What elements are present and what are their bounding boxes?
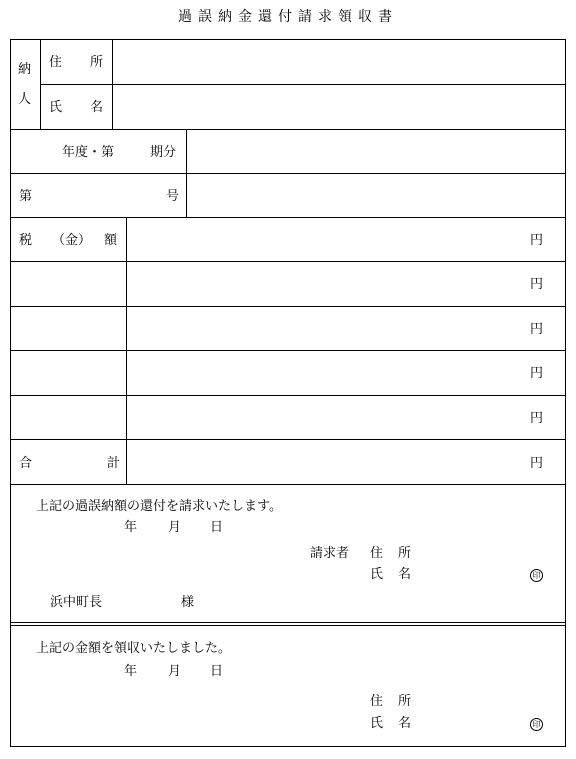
period-label-left: 年度・第 [62,145,115,160]
form-title: 過誤納金還付請求領収書 [178,9,398,25]
total-label-right: 計 [107,456,121,471]
receiver-address-2: 所 [398,694,412,709]
total-top-border [10,439,566,440]
payer-label-top: 納 [18,62,32,77]
requester-name-2: 名 [398,567,412,582]
receiver-name-1: 氏 [370,716,384,731]
payer-address-field[interactable] [113,40,565,84]
receipt-statement: 上記の金額を領収いたしました。 [36,641,232,656]
tax-label-1: 税 [19,233,33,248]
payer-name-label-1: 氏 [49,100,63,115]
yen-unit-1: 円 [530,233,544,248]
row-divider-3 [10,306,566,307]
tax-label-3: 額 [104,233,118,248]
row-divider-4 [10,350,566,351]
period-label-right: 期分 [150,145,177,160]
request-month-label: 月 [168,520,182,535]
yen-unit-4: 円 [530,366,544,381]
addressee-honorific: 様 [181,595,195,610]
payer-name-field[interactable] [113,85,565,128]
total-label-left: 合 [19,456,33,471]
section-separator-lower [10,625,566,626]
tax-label-2: （金） [52,233,92,248]
receiver-name-2: 名 [398,716,412,731]
receipt-month-label: 月 [168,664,182,679]
requester-address-2: 所 [398,546,412,561]
addressee: 浜中町長 [50,595,103,610]
tax-top-border [10,217,566,218]
request-statement: 上記の過誤納額の還付を請求いたします。 [36,499,282,514]
number-label-left: 第 [19,189,33,204]
number-label-right: 号 [166,189,180,204]
yen-unit-5: 円 [530,411,544,426]
row-divider-2 [10,261,566,262]
requester-name-1: 氏 [370,567,384,582]
receipt-year-label: 年 [124,664,138,679]
request-top-border [10,484,566,485]
row-divider-5 [10,395,566,396]
receiver-address-1: 住 [370,694,384,709]
request-day-label: 日 [210,520,224,535]
requester-address-1: 住 [370,546,384,561]
yen-unit-3: 円 [530,322,544,337]
payer-label-bottom: 人 [18,92,32,107]
requester-label: 請求者 [310,546,350,561]
yen-unit-total: 円 [530,456,544,471]
period-field[interactable] [187,130,565,173]
yen-unit-2: 円 [530,277,544,292]
payer-name-label-2: 名 [90,100,104,115]
number-field[interactable] [187,174,565,217]
receipt-day-label: 日 [210,664,224,679]
request-year-label: 年 [124,520,138,535]
payer-address-label-2: 所 [90,55,104,70]
payer-address-label-1: 住 [49,55,63,70]
section-separator-upper [10,622,566,623]
requester-seal-mark: 印 [530,569,543,582]
receiver-seal-mark: 印 [530,718,543,731]
